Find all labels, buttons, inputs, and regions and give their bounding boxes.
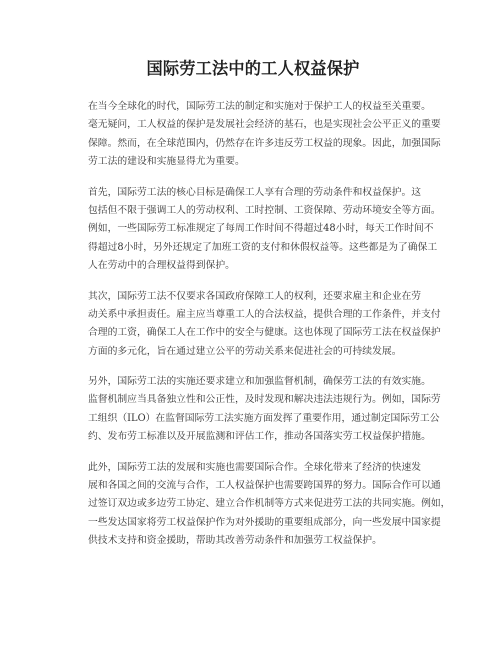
paragraph-line: 监督机制应当具备独立性和公正性，及时发现和解决违法违规行为。例如，国际劳 bbox=[88, 394, 441, 406]
paragraph-line: 合理的工资，确保工人在工作中的安全与健康。这也体现了国际劳工法在权益保护 bbox=[88, 327, 441, 339]
paragraph-line: 保障。然而，在全球范围内，仍然存在许多违反劳工权益的现象。因此，加强国际 bbox=[88, 137, 441, 149]
paragraph-line: 过签订双边或多边劳工协定、建立合作机制等方式来促进劳工法的共同实施。例如， bbox=[88, 498, 451, 510]
paragraph-line: 其次，国际劳工法不仅要求各国政府保障工人的权利，还要求雇主和企业在劳 bbox=[88, 290, 422, 302]
paragraph-line: 人在劳动中的合理权益得到保护。 bbox=[88, 260, 235, 272]
paragraph-3 bbox=[88, 288, 440, 362]
paragraph-line: 例如，一些国际劳工标准规定了每周工作时间不得超过48小时，每天工作时间不 bbox=[88, 223, 434, 235]
paragraph-line: 方面的多元化，旨在通过建立公平的劳动关系来促进社会的可持续发展。 bbox=[88, 345, 402, 357]
paragraph-1 bbox=[88, 98, 440, 172]
paragraph-line: 此外，国际劳工法的发展和实施也需要国际合作。全球化带来了经济的快速发 bbox=[88, 461, 422, 473]
document-title: 国际劳工法中的工人权益保护 bbox=[146, 59, 360, 78]
paragraph-line: 另外，国际劳工法的实施还要求建立和加强监督机制，确保劳工法的有效实施。 bbox=[88, 376, 431, 388]
paragraph-line: 得超过8小时，另外还规定了加班工资的支付和休假权益等。这些都是为了确保工 bbox=[88, 241, 438, 253]
paragraph-2 bbox=[88, 184, 440, 276]
paragraph-line: 约、发布劳工标准以及开展监测和评估工作，推动各国落实劳工权益保护措施。 bbox=[88, 431, 431, 443]
paragraph-line: 工组织（ILO）在监督国际劳工法实施方面发挥了重要作用，通过制定国际劳工公 bbox=[88, 412, 440, 424]
paragraph-line: 包括但不限于强调工人的劳动权利、工时控制、工资保障、劳动环境安全等方面。 bbox=[88, 204, 441, 216]
paragraph-line: 动关系中承担责任。雇主应当尊重工人的合法权益，提供合理的工作条件，并支付 bbox=[88, 308, 441, 320]
paragraph-line: 毫无疑问，工人权益的保护是发展社会经济的基石，也是实现社会公平正义的重要 bbox=[88, 119, 441, 131]
paragraph-line: 首先，国际劳工法的核心目标是确保工人享有合理的劳动条件和权益保护。这 bbox=[88, 186, 422, 198]
paragraph-line: 供技术支持和资金援助，帮助其改善劳动条件和加强劳工权益保护。 bbox=[88, 535, 382, 547]
paragraph-line: 一些发达国家将劳工权益保护作为对外援助的重要组成部分，向一些发展中国家提 bbox=[88, 516, 441, 528]
paragraph-line: 展和各国之间的交流与合作，工人权益保护也需要跨国界的努力。国际合作可以通 bbox=[88, 480, 441, 492]
paragraph-4 bbox=[88, 373, 440, 447]
paragraph-5 bbox=[88, 459, 451, 551]
paragraph-line: 在当今全球化的时代，国际劳工法的制定和实施对于保护工人的权益至关重要。 bbox=[88, 101, 431, 112]
paragraph-line: 劳工法的建设和实施显得尤为重要。 bbox=[88, 156, 245, 168]
